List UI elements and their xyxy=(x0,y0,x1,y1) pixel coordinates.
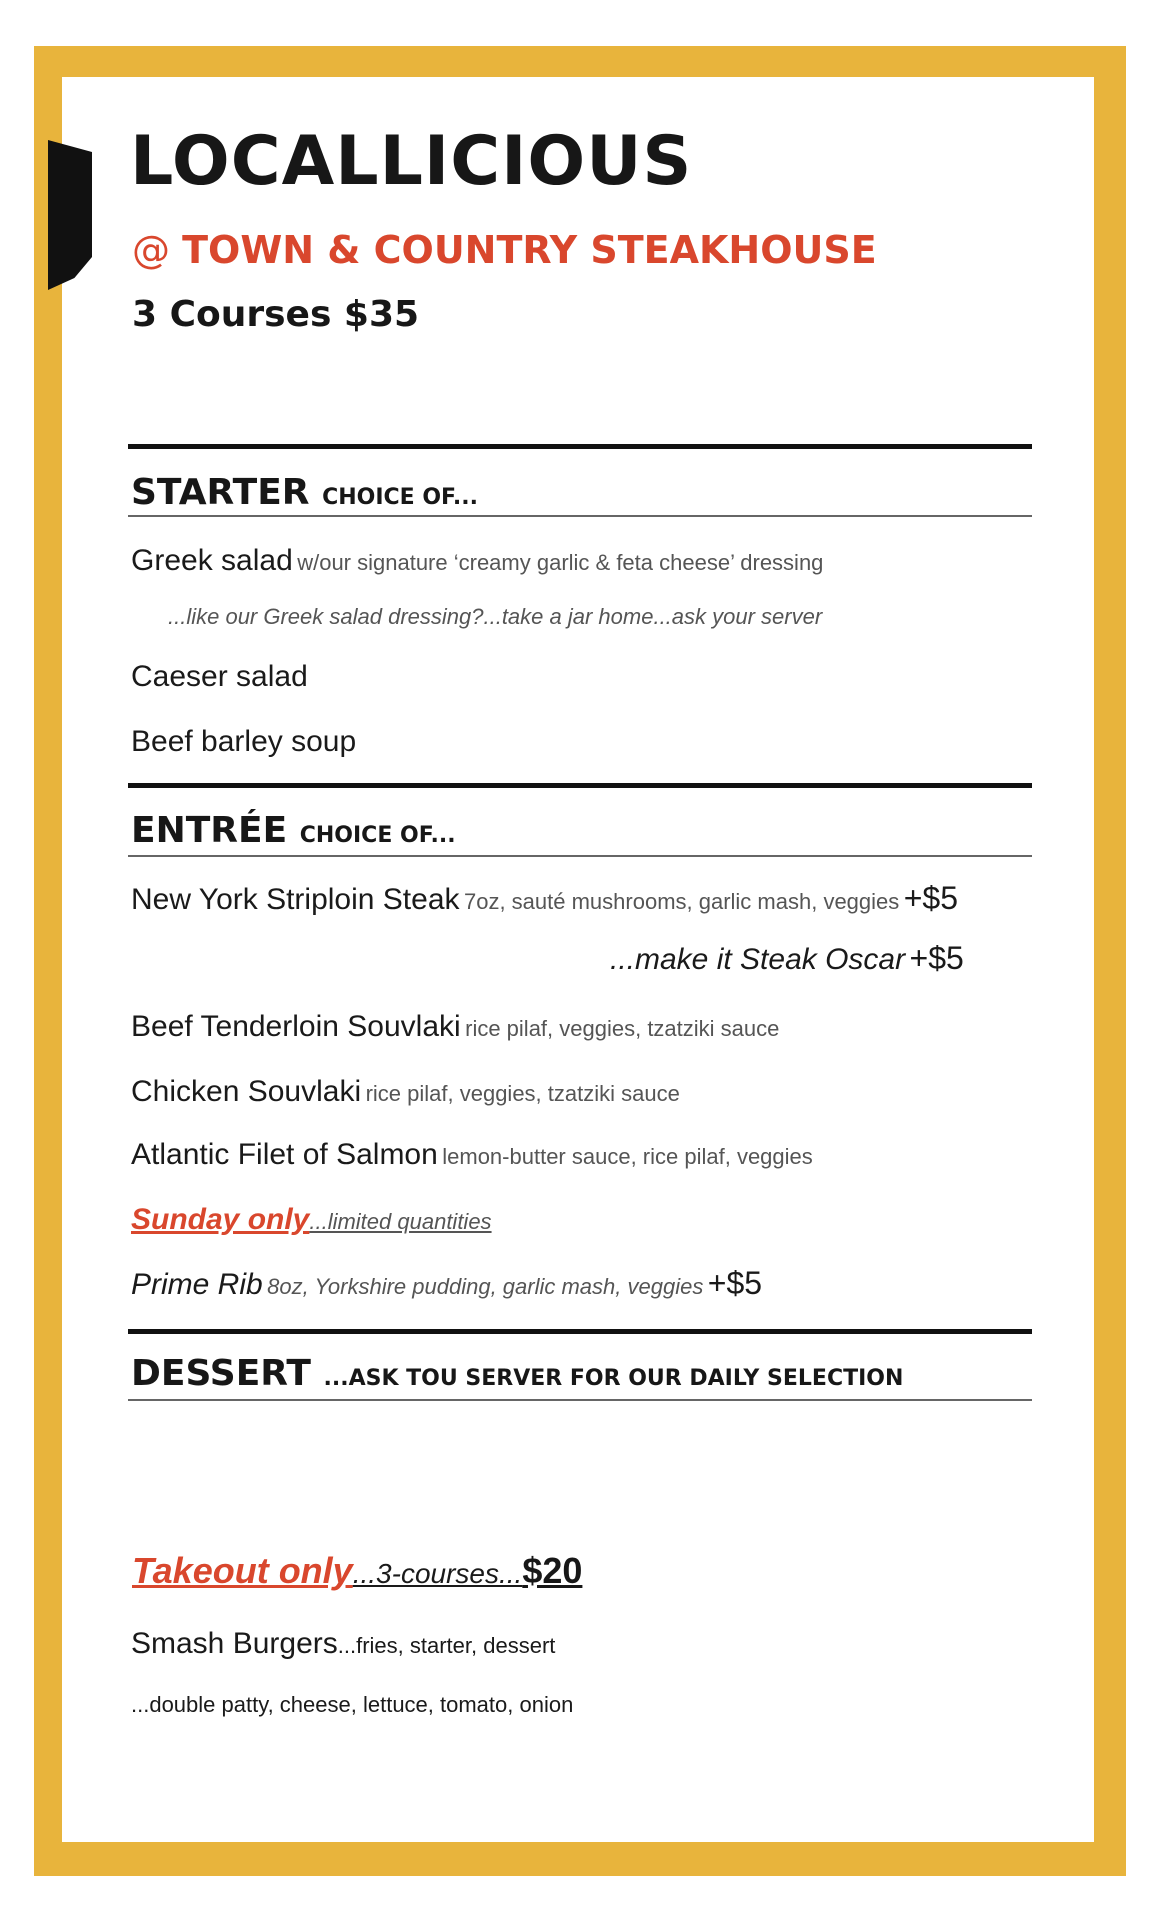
venue-name: TOWN & COUNTRY STEAKHOUSE xyxy=(182,228,877,272)
divider-thick xyxy=(128,783,1032,788)
takeout-mid: ...3-courses... xyxy=(352,1558,523,1589)
takeout-line xyxy=(132,1550,582,1592)
item-desc: w/our signature ‘creamy garlic & feta cheese’ dressing xyxy=(297,550,824,575)
entree-sub: CHOICE OF... xyxy=(299,823,456,848)
item-name: Beef Tenderloin Souvlaki xyxy=(131,1010,461,1043)
course-price: 3 Courses $35 xyxy=(132,294,420,335)
takeout-price: $20 xyxy=(522,1550,583,1591)
item-name: New York Striploin Steak xyxy=(131,883,460,916)
menu-item xyxy=(131,1138,813,1172)
item-surcharge: +$5 xyxy=(909,940,964,976)
item-surcharge: +$5 xyxy=(903,880,959,916)
divider-thin xyxy=(128,515,1032,517)
dessert-heading xyxy=(131,1353,903,1394)
item-name: Smash Burgers xyxy=(131,1627,338,1660)
starter-title: STARTER xyxy=(131,472,310,513)
item-name: Caeser salad xyxy=(131,660,308,693)
starter-sub: CHOICE OF... xyxy=(322,485,478,510)
special-label: Sunday only xyxy=(131,1203,310,1236)
dessert-sub: ...ASK TOU SERVER FOR OUR DAILY SELECTION xyxy=(323,1366,904,1391)
item-surcharge: +$5 xyxy=(707,1265,763,1301)
menu-item-upgrade xyxy=(610,940,964,977)
starter-heading xyxy=(131,472,478,513)
item-name: Chicken Souvlaki xyxy=(131,1075,362,1108)
entree-title: ENTRÉE xyxy=(131,810,288,851)
item-name: Greek salad xyxy=(131,544,293,577)
item-note: ...double patty, cheese, lettuce, tomato, onion xyxy=(131,1692,574,1717)
menu-item xyxy=(131,1627,555,1661)
venue-line xyxy=(132,228,877,272)
takeout-label: Takeout only xyxy=(132,1550,353,1591)
item-desc: rice pilaf, veggies, tzatziki sauce xyxy=(465,1016,780,1041)
item-note: ...like our Greek salad dressing?...take a jar home...ask your server xyxy=(168,604,823,629)
item-desc: lemon-butter sauce, rice pilaf, veggies xyxy=(442,1144,813,1169)
menu-item xyxy=(131,544,823,578)
special-line xyxy=(131,1203,492,1237)
menu-item xyxy=(131,880,958,917)
menu-title: LOCALLICIOUS xyxy=(130,122,693,201)
entree-heading xyxy=(131,810,456,851)
item-desc: 8oz, Yorkshire pudding, garlic mash, veggies xyxy=(267,1274,704,1299)
menu-item xyxy=(131,1265,762,1302)
venue-at: @ xyxy=(132,228,183,272)
divider-thin xyxy=(128,855,1032,857)
item-desc: 7oz, sauté mushrooms, garlic mash, veggies xyxy=(463,889,900,914)
item-desc: rice pilaf, veggies, tzatziki sauce xyxy=(365,1081,680,1106)
item-name: Beef barley soup xyxy=(131,725,357,758)
menu-item xyxy=(131,1010,779,1044)
item-desc: ...fries, starter, dessert xyxy=(337,1633,556,1658)
dessert-title: DESSERT xyxy=(131,1353,311,1394)
item-name: Prime Rib xyxy=(131,1268,263,1301)
divider-thick xyxy=(128,444,1032,449)
item-name: Atlantic Filet of Salmon xyxy=(131,1138,438,1171)
upgrade-text: ...make it Steak Oscar xyxy=(610,943,906,976)
special-note: ...limited quantities xyxy=(309,1209,492,1234)
divider-thin xyxy=(128,1399,1032,1401)
divider-thick xyxy=(128,1329,1032,1334)
menu-item xyxy=(131,1075,680,1109)
